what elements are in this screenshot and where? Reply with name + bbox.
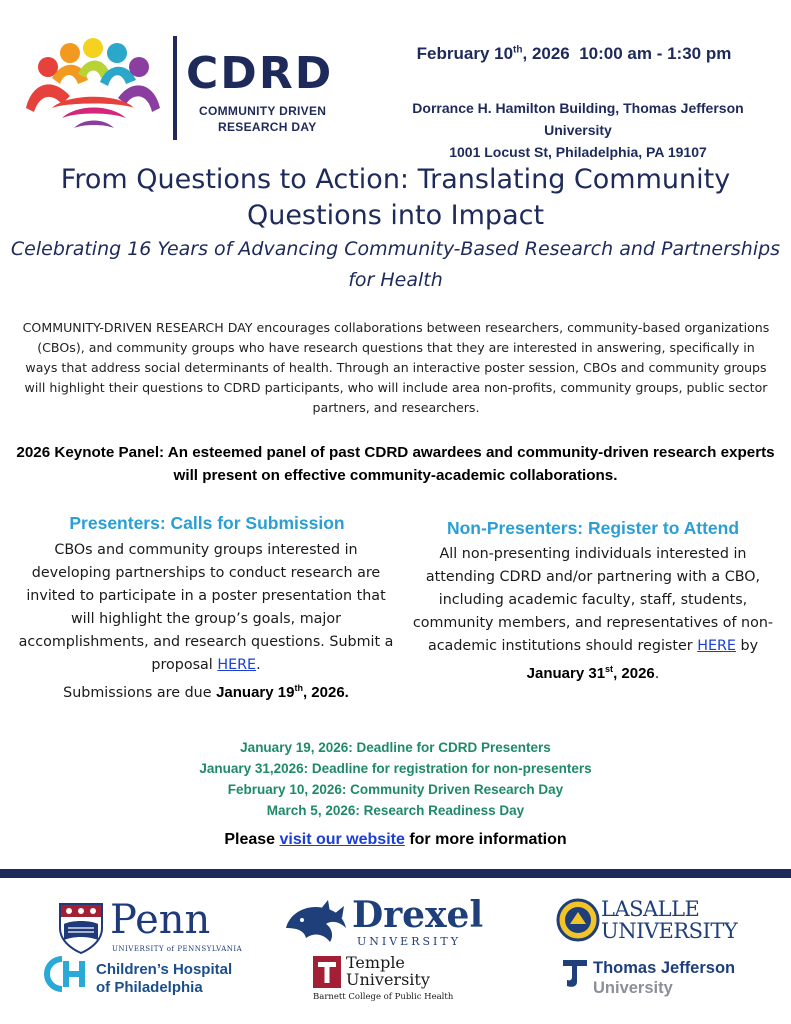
presenters-due-date-main: January 19 <box>216 684 295 701</box>
presenters-after-link: . <box>256 657 261 673</box>
more-info-line <box>100 831 691 849</box>
logo-subtitle-line1: COMMUNITY DRIVEN <box>199 104 327 118</box>
logo-divider <box>173 36 177 140</box>
penn-subtitle: UNIVERSITY of PENNSYLVANIA <box>112 945 243 953</box>
presenters-body <box>14 539 398 705</box>
key-date-item: January 19, 2026: Deadline for CDRD Presenters <box>240 740 551 755</box>
logo-subtitle-line2: RESEARCH DAY <box>218 120 317 134</box>
lasalle-seal-icon <box>556 898 600 942</box>
penn-wordmark: Penn <box>110 897 211 943</box>
key-dates-list <box>100 737 691 821</box>
presenters-text: CBOs and community groups interested in developing partnerships to conduct research are invited to participate in a poster presentation that will highlight the group’s goals, major accomplishments, and research questions. Submit a proposal <box>18 542 394 673</box>
more-info-before: Please <box>224 831 280 848</box>
jefferson-line1: Thomas Jefferson <box>593 959 736 977</box>
lasalle-line1: LASALLE <box>601 897 700 921</box>
intro-paragraph: COMMUNITY-DRIVEN RESEARCH DAY encourages collaborations between researchers, community-based organizations (CBOs), and community groups who have research questions that they are interested in answering, specifically in ways that address social determinants of health. Through an interactive poster session, CBOs and community groups will highlight their questions to CDRD participants, who will include area non-profits, community groups, public sector partners, and researchers. <box>22 320 770 415</box>
presenters-heading: Presenters: Calls for Submission <box>69 513 345 533</box>
nonpresenters-heading: Non-Presenters: Register to Attend <box>446 518 740 538</box>
temple-t-icon <box>313 956 341 988</box>
presenters-due-year: , 2026. <box>302 684 349 701</box>
temple-line2: University <box>346 970 430 989</box>
drexel-dragon-icon <box>280 898 352 948</box>
chop-wordmark <box>96 961 232 997</box>
people-figures-icon <box>26 38 160 128</box>
cdrd-people-logo <box>22 38 164 138</box>
key-date-item: January 31,2026: Deadline for registration for non-presenters <box>199 761 592 776</box>
footer-divider-band <box>0 869 791 878</box>
nonpresenters-due-year: , 2026 <box>613 665 655 682</box>
nonpresenters-after-link: by <box>735 638 759 654</box>
event-date-time: , 2026 10:00 am - 1:30 pm <box>522 44 732 63</box>
key-date-item: March 5, 2026: Research Readiness Day <box>266 803 525 818</box>
temple-college: Barnett College of Public Health <box>313 992 454 1002</box>
event-date <box>362 44 786 64</box>
temple-wordmark <box>346 954 430 988</box>
temple-line1: Temple <box>346 953 405 972</box>
page-subtitle: Celebrating 16 Years of Advancing Community-Based Research and Partnerships for Health <box>10 238 781 291</box>
nonpresenters-end: . <box>654 666 660 682</box>
lasalle-line2: UNIVERSITY <box>601 919 738 943</box>
presenters-due-sup: th <box>294 683 303 693</box>
logo-acronym: CDRD <box>186 48 334 99</box>
nonpresenters-due-sup: st <box>605 664 614 674</box>
venue-line1: Dorrance H. Hamilton Building, Thomas Jefferson <box>412 100 744 116</box>
drexel-wordmark: Drexel <box>352 894 484 936</box>
more-info-after: for more information <box>404 831 567 848</box>
website-link[interactable]: visit our website <box>279 831 405 848</box>
key-date-item: February 10, 2026: Community Driven Research Day <box>227 782 564 797</box>
event-date-suffix: th <box>513 44 523 56</box>
event-venue <box>372 97 784 163</box>
venue-address: 1001 Locust St, Philadelphia, PA 19107 <box>449 144 707 160</box>
page-title: From Questions to Action: Translating Community Questions into Impact <box>60 164 731 231</box>
nonpresenters-text: All non-presenting individuals interested in attending CDRD and/or partnering with a CBO, including academic faculty, staff, students, community members, and representatives of non-academic institutions should register <box>412 546 774 654</box>
event-date-main: February 10 <box>416 44 514 63</box>
penn-shield-icon <box>58 902 104 954</box>
nonpresenters-due-date-main: January 31 <box>526 665 606 682</box>
presenters-submit-link[interactable]: HERE <box>217 657 257 673</box>
lasalle-wordmark <box>601 898 737 942</box>
drexel-subtitle: UNIVERSITY <box>357 935 461 948</box>
chop-line1: Children’s Hospital <box>96 961 233 978</box>
nonpresenters-body <box>404 543 782 686</box>
nonpresenters-register-link[interactable]: HERE <box>697 638 736 654</box>
keynote-panel-text: 2026 Keynote Panel: An esteemed panel of past CDRD awardees and community-driven research experts will present on effective community-academic collaborations. <box>16 444 775 484</box>
jefferson-wordmark <box>593 958 735 998</box>
nonpresenters-due-date <box>527 665 655 682</box>
presenters-due-text: Submissions are due <box>63 685 217 701</box>
jefferson-j-icon <box>563 960 587 990</box>
venue-line2: University <box>544 122 612 138</box>
chop-logo-icon <box>40 955 88 993</box>
chop-line2: of Philadelphia <box>96 979 203 996</box>
jefferson-line2: University <box>593 979 673 997</box>
presenters-due-date <box>216 684 349 701</box>
